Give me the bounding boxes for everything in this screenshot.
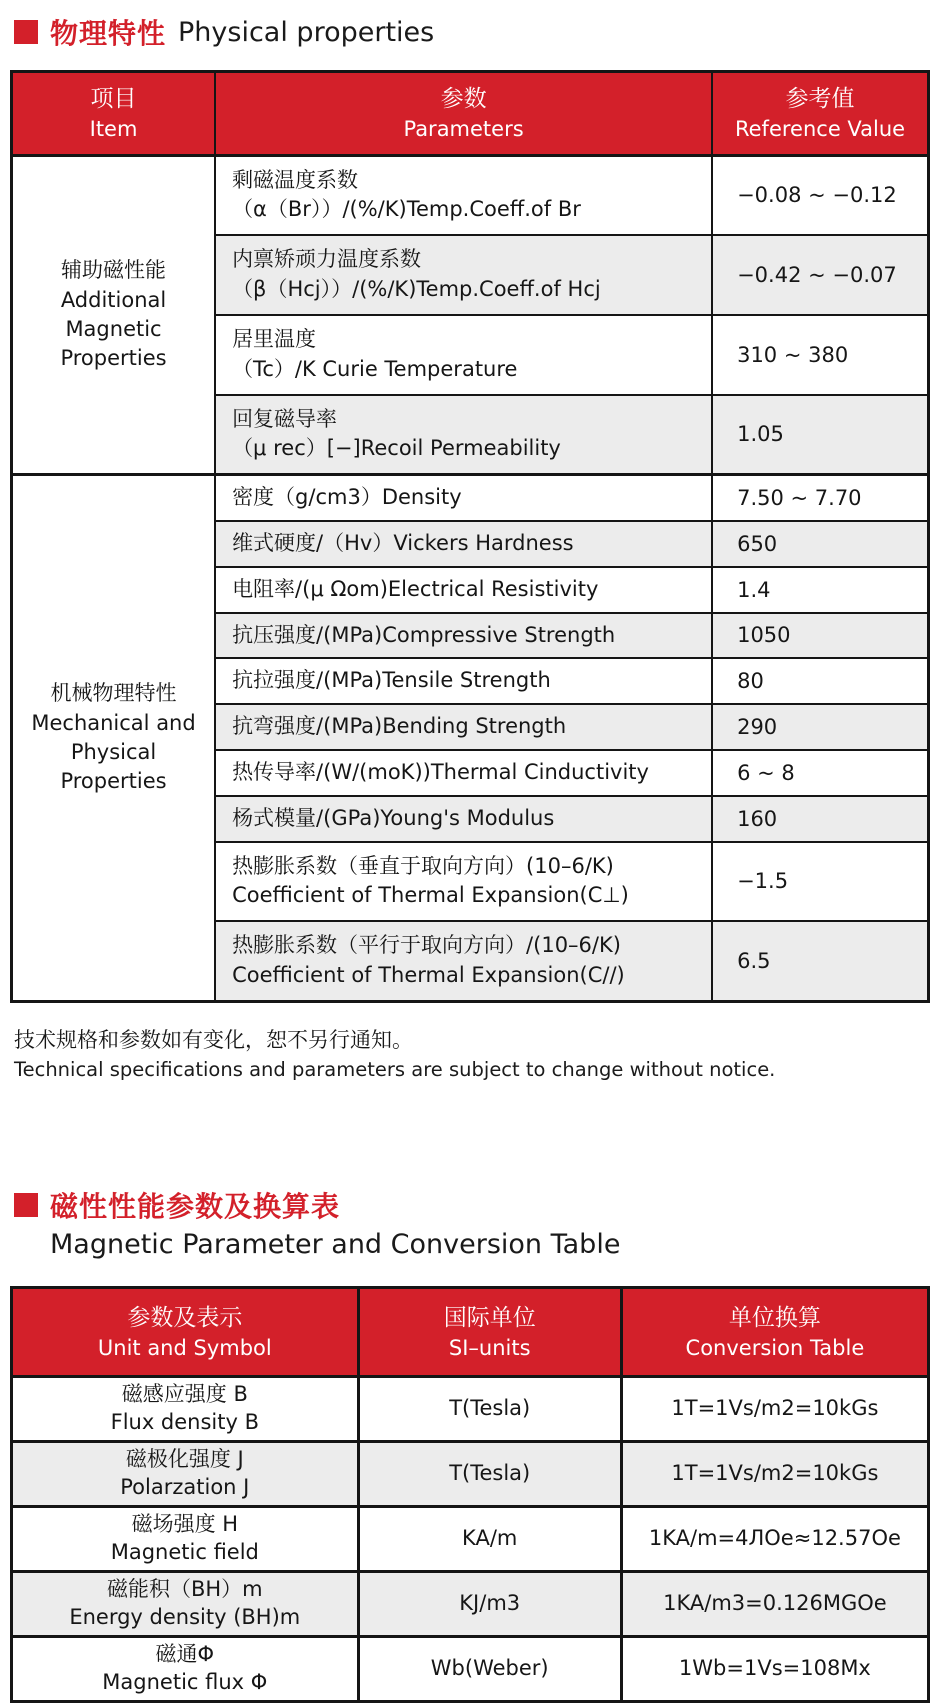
header-parameters-en: Parameters [403,117,524,142]
param-cell: 回复磁导率 （μ rec）[−]Recoil Permeability [215,395,712,475]
param-cell: 热膨胀系数（垂直于取向方向）(10–6/K) Coefficient of Thermal Expansion(C⊥) [215,842,712,922]
param-cell: 抗弯强度/(MPa)Bending Strength [215,704,712,750]
table2-header-si-units: 国际单位 SI–units [358,1287,621,1377]
physical-properties-table [10,70,930,1003]
value-cell: 6 ~ 8 [712,750,928,796]
footnote [14,1025,930,1085]
value-cell: 7.50 ~ 7.70 [712,475,928,521]
table1-header-row [12,72,929,156]
param-cell: 密度（g/cm3）Density [215,475,712,521]
value-cell: −0.08 ~ −0.12 [712,155,928,235]
conversion-cell: 1KA/m=4ЛOe≈12.57Oe [621,1506,928,1571]
item-zh: 机械物理特性 [50,681,177,706]
param-cell: 热传导率/(W/(moK))Thermal Cinductivity [215,750,712,796]
unit-symbol-cell: 磁感应强度 B Flux density B [12,1377,359,1442]
value-cell: 80 [712,658,928,704]
si-unit-cell: Wb(Weber) [358,1636,621,1701]
table2-header-conversion: 单位换算 Conversion Table [621,1287,928,1377]
conversion-cell: 1T=1Vs/m2=10kGs [621,1377,928,1442]
unit-symbol-cell: 磁通Φ Magnetic flux Φ [12,1636,359,1701]
value-cell: 290 [712,704,928,750]
table-row [12,155,929,235]
conversion-cell: 1T=1Vs/m2=10kGs [621,1442,928,1507]
value-cell: 650 [712,521,928,567]
header-item-en: Item [89,117,138,142]
param-cell: 电阻率/(μ Ωom)Electrical Resistivity [215,567,712,613]
table2-header-unit-symbol: 参数及表示 Unit and Symbol [12,1287,359,1377]
section1-title [14,12,930,52]
header-item-zh: 项目 [90,86,137,112]
table-row [12,475,929,521]
value-cell: 310 ~ 380 [712,315,928,395]
item-zh: 辅助磁性能 [61,258,167,283]
param-cell: 剩磁温度系数 （α（Br））/(%/K)Temp.Coeff.of Br [215,155,712,235]
table-row [12,1636,929,1701]
table-row [12,1506,929,1571]
value-cell: −1.5 [712,842,928,922]
table1-header-reference [712,72,928,156]
table-row [12,1571,929,1636]
header-reference-en: Reference Value [734,117,906,142]
table1-header-item [12,72,216,156]
param-cell: 抗拉强度/(MPa)Tensile Strength [215,658,712,704]
unit-symbol-cell: 磁能积（BH）m Energy density (BH)m [12,1571,359,1636]
red-square-icon [14,1193,38,1217]
section2-title-zh: 磁性性能参数及换算表 [50,1189,341,1223]
unit-symbol-cell: 磁极化强度 J Polarzation J [12,1442,359,1507]
param-cell: 杨式模量/(GPa)Young's Modulus [215,796,712,842]
item-en: Mechanical and Physical Properties [31,710,196,794]
table-row [12,1442,929,1507]
conversion-cell: 1Wb=1Vs=108Mx [621,1636,928,1701]
table-row [12,1377,929,1442]
si-unit-cell: T(Tesla) [358,1442,621,1507]
conversion-cell: 1KA/m3=0.126MGOe [621,1571,928,1636]
section1-title-zh: 物理特性 [50,17,167,50]
section2-title [14,1185,930,1260]
table1-header-parameters [215,72,712,156]
value-cell: 1.4 [712,567,928,613]
conversion-table [10,1286,930,1703]
si-unit-cell: T(Tesla) [358,1377,621,1442]
si-unit-cell: KA/m [358,1506,621,1571]
item-cell-mechanical-physical [12,475,216,1002]
item-en: Additional Magnetic Properties [60,287,167,371]
param-cell: 抗压强度/(MPa)Compressive Strength [215,613,712,659]
value-cell: −0.42 ~ −0.07 [712,235,928,315]
param-cell: 内禀矫顽力温度系数 （β（Hcj））/(%/K)Temp.Coeff.of Hcj [215,235,712,315]
table2-header-row [12,1287,929,1377]
red-square-icon [14,20,38,44]
param-cell: 居里温度 （Tc）/K Curie Temperature [215,315,712,395]
value-cell: 160 [712,796,928,842]
header-reference-zh: 参考值 [785,86,855,112]
header-parameters-zh: 参数 [440,86,487,112]
si-unit-cell: KJ/m3 [358,1571,621,1636]
param-cell: 热膨胀系数（平行于取向方向）/(10–6/K) Coefficient of Thermal Expansion(C//) [215,921,712,1001]
value-cell: 1.05 [712,395,928,475]
section2-title-en: Magnetic Parameter and Conversion Table [50,1228,621,1260]
unit-symbol-cell: 磁场强度 H Magnetic field [12,1506,359,1571]
footnote-zh: 技术规格和参数如有变化，恕不另行通知。 [14,1027,413,1052]
value-cell: 6.5 [712,921,928,1001]
section1-title-en: Physical properties [178,16,435,48]
param-cell: 维式硬度/（Hv）Vickers Hardness [215,521,712,567]
value-cell: 1050 [712,613,928,659]
footnote-en: Technical specifications and parameters are subject to change without notice. [14,1058,776,1082]
item-cell-additional-magnetic [12,155,216,475]
